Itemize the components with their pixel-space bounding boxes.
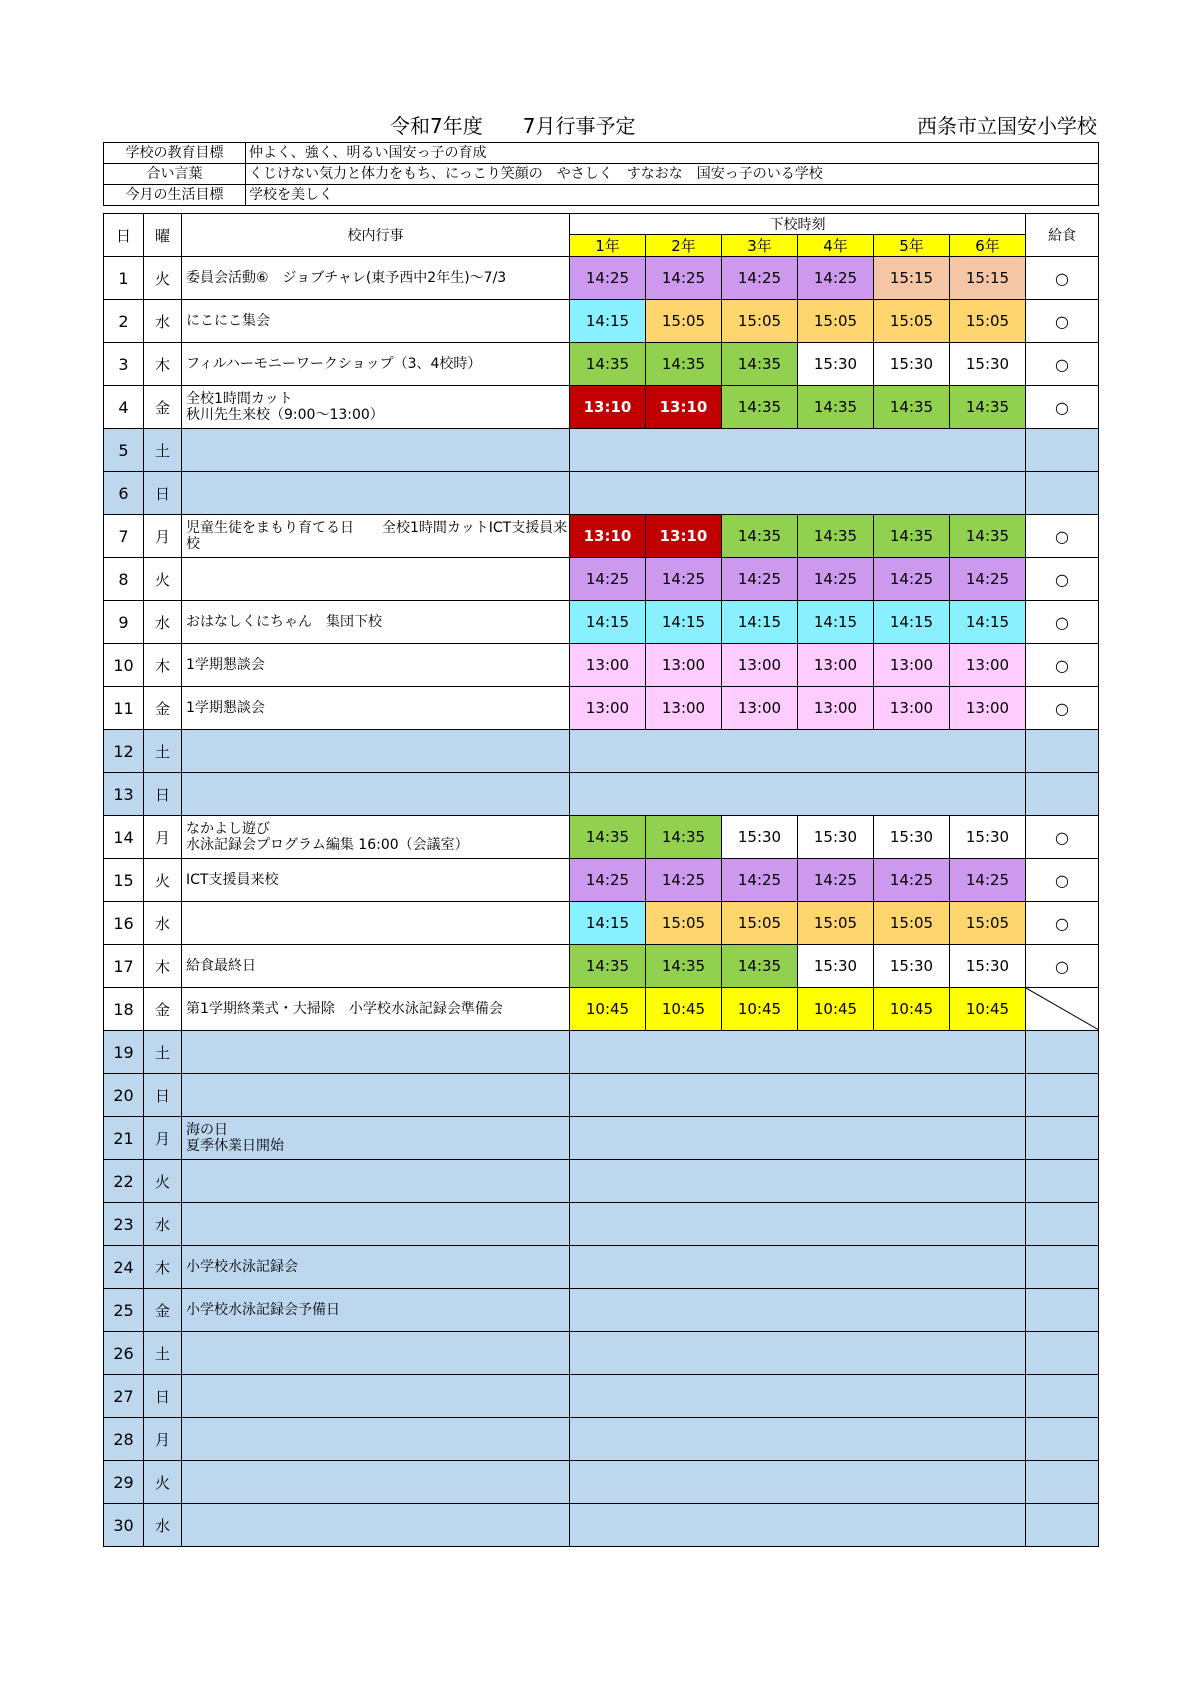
- weekday: 土: [144, 1332, 182, 1375]
- dismissal-time: 15:05: [950, 902, 1026, 945]
- event-cell: 第1学期終業式・大掃除 小学校水泳記録会準備会: [182, 988, 570, 1031]
- event-cell: 給食最終日: [182, 945, 570, 988]
- dismissal-blank: [570, 1461, 1026, 1504]
- dismissal-blank: [570, 1289, 1026, 1332]
- lunch-mark: ○: [1026, 515, 1099, 558]
- day-number: 20: [104, 1074, 144, 1117]
- event-cell: 委員会活動⑥ ジョブチャレ(東予西中2年生)～7/3: [182, 257, 570, 300]
- col-events-header: 校内行事: [182, 214, 570, 257]
- schedule-row: [104, 300, 1099, 343]
- weekday: 水: [144, 300, 182, 343]
- dismissal-time: 14:25: [570, 859, 646, 902]
- dismissal-time: 13:00: [646, 644, 722, 687]
- day-number: 9: [104, 601, 144, 644]
- day-number: 4: [104, 386, 144, 429]
- dismissal-time: 14:35: [798, 515, 874, 558]
- dismissal-time: 10:45: [722, 988, 798, 1031]
- weekday: 日: [144, 1375, 182, 1418]
- dismissal-time: 13:00: [950, 687, 1026, 730]
- event-cell: ICT支援員来校: [182, 859, 570, 902]
- schedule-row: [104, 730, 1099, 773]
- weekday: 月: [144, 515, 182, 558]
- lunch-blank: [1026, 1246, 1099, 1289]
- day-number: 1: [104, 257, 144, 300]
- info-row: [104, 185, 1099, 206]
- day-number: 17: [104, 945, 144, 988]
- day-number: 22: [104, 1160, 144, 1203]
- lunch-blank: [1026, 429, 1099, 472]
- lunch-mark: ○: [1026, 257, 1099, 300]
- page-title: 令和7年度 7月行事予定: [390, 114, 636, 138]
- schedule-row: [104, 1375, 1099, 1418]
- dismissal-time: 10:45: [646, 988, 722, 1031]
- col-lunch-header: 給食: [1026, 214, 1099, 257]
- info-label: 学校の教育目標: [104, 143, 246, 164]
- lunch-mark: ○: [1026, 343, 1099, 386]
- lunch-blank: [1026, 1031, 1099, 1074]
- dismissal-time: 13:10: [646, 386, 722, 429]
- dismissal-blank: [570, 472, 1026, 515]
- dismissal-time: 14:25: [950, 558, 1026, 601]
- dismissal-blank: [570, 773, 1026, 816]
- dismissal-time: 14:25: [646, 859, 722, 902]
- schedule-row: [104, 687, 1099, 730]
- schedule-row: [104, 945, 1099, 988]
- event-cell: [182, 1031, 570, 1074]
- dismissal-time: 15:05: [874, 902, 950, 945]
- schedule-row: [104, 1332, 1099, 1375]
- dismissal-time: 14:25: [722, 257, 798, 300]
- dismissal-time: 14:35: [874, 386, 950, 429]
- weekday: 日: [144, 472, 182, 515]
- weekday: 火: [144, 1461, 182, 1504]
- event-cell: [182, 902, 570, 945]
- weekday: 火: [144, 1160, 182, 1203]
- dismissal-time: 13:00: [646, 687, 722, 730]
- dismissal-blank: [570, 1504, 1026, 1547]
- schedule-row: [104, 343, 1099, 386]
- dismissal-time: 14:25: [570, 257, 646, 300]
- dismissal-blank: [570, 1117, 1026, 1160]
- weekday: 土: [144, 429, 182, 472]
- day-number: 10: [104, 644, 144, 687]
- school-name: 西条市立国安小学校: [917, 114, 1097, 138]
- info-value: 仲よく、強く、明るい国安っ子の育成: [246, 143, 1099, 164]
- event-cell: 小学校水泳記録会: [182, 1246, 570, 1289]
- lunch-mark: ○: [1026, 386, 1099, 429]
- dismissal-time: 14:25: [646, 558, 722, 601]
- lunch-blank: [1026, 1203, 1099, 1246]
- dismissal-blank: [570, 730, 1026, 773]
- dismissal-time: 15:30: [950, 816, 1026, 859]
- col-weekday-header: 曜: [144, 214, 182, 257]
- weekday: 月: [144, 816, 182, 859]
- dismissal-time: 14:25: [722, 558, 798, 601]
- schedule-row: [104, 472, 1099, 515]
- dismissal-time: 15:30: [722, 816, 798, 859]
- info-label: 合い言葉: [104, 164, 246, 185]
- lunch-blank: [1026, 1160, 1099, 1203]
- weekday: 日: [144, 773, 182, 816]
- lunch-blank: [1026, 1461, 1099, 1504]
- dismissal-time: 14:35: [570, 816, 646, 859]
- dismissal-time: 15:05: [646, 300, 722, 343]
- lunch-mark: ○: [1026, 601, 1099, 644]
- event-cell: [182, 1332, 570, 1375]
- weekday: 金: [144, 687, 182, 730]
- dismissal-time: 13:10: [570, 386, 646, 429]
- schedule-row: [104, 1074, 1099, 1117]
- lunch-blank: [1026, 730, 1099, 773]
- event-cell: 海の日 夏季休業日開始: [182, 1117, 570, 1160]
- schedule-row: [104, 515, 1099, 558]
- info-row: [104, 164, 1099, 185]
- dismissal-time: 15:05: [874, 300, 950, 343]
- dismissal-time: 15:30: [798, 816, 874, 859]
- dismissal-time: 15:05: [950, 300, 1026, 343]
- dismissal-time: 13:00: [950, 644, 1026, 687]
- weekday: 金: [144, 386, 182, 429]
- weekday: 木: [144, 945, 182, 988]
- dismissal-blank: [570, 1375, 1026, 1418]
- col-dismissal-header: 下校時刻: [570, 214, 1026, 235]
- event-cell: 1学期懇談会: [182, 644, 570, 687]
- weekday: 土: [144, 730, 182, 773]
- dismissal-blank: [570, 1031, 1026, 1074]
- dismissal-time: 14:25: [874, 558, 950, 601]
- event-cell: [182, 1461, 570, 1504]
- dismissal-time: 13:00: [798, 644, 874, 687]
- dismissal-time: 13:00: [722, 644, 798, 687]
- schedule-row: [104, 1160, 1099, 1203]
- lunch-blank: [1026, 1375, 1099, 1418]
- col-day-header: 日: [104, 214, 144, 257]
- schedule-row: [104, 429, 1099, 472]
- dismissal-time: 15:05: [722, 902, 798, 945]
- dismissal-time: 14:15: [646, 601, 722, 644]
- info-value: くじけない気力と体力をもち、にっこり笑顔の やさしく すなおな 国安っ子のいる学校: [246, 164, 1099, 185]
- dismissal-time: 14:35: [646, 945, 722, 988]
- event-cell: [182, 1074, 570, 1117]
- dismissal-time: 14:15: [570, 902, 646, 945]
- dismissal-blank: [570, 1246, 1026, 1289]
- dismissal-time: 14:15: [722, 601, 798, 644]
- event-cell: 全校1時間カット 秋川先生来校（9:00～13:00）: [182, 386, 570, 429]
- day-number: 16: [104, 902, 144, 945]
- event-cell: [182, 558, 570, 601]
- event-cell: なかよし遊び 水泳記録会プログラム編集 16:00（会議室）: [182, 816, 570, 859]
- schedule-table: [103, 213, 1099, 1547]
- dismissal-blank: [570, 1418, 1026, 1461]
- info-row: [104, 143, 1099, 164]
- lunch-mark: ○: [1026, 859, 1099, 902]
- dismissal-time: 14:35: [798, 386, 874, 429]
- info-value: 学校を美しく: [246, 185, 1099, 206]
- weekday: 水: [144, 601, 182, 644]
- lunch-blank: [1026, 1332, 1099, 1375]
- dismissal-time: 14:35: [570, 343, 646, 386]
- day-number: 25: [104, 1289, 144, 1332]
- dismissal-time: 14:35: [722, 515, 798, 558]
- schedule-row: [104, 1203, 1099, 1246]
- day-number: 7: [104, 515, 144, 558]
- day-number: 26: [104, 1332, 144, 1375]
- weekday: 月: [144, 1418, 182, 1461]
- dismissal-time: 15:05: [798, 300, 874, 343]
- day-number: 23: [104, 1203, 144, 1246]
- dismissal-time: 14:25: [798, 558, 874, 601]
- day-number: 14: [104, 816, 144, 859]
- dismissal-time: 15:05: [798, 902, 874, 945]
- dismissal-time: 13:00: [570, 644, 646, 687]
- grade-header: 2年: [646, 235, 722, 257]
- event-cell: [182, 1203, 570, 1246]
- dismissal-time: 14:35: [950, 386, 1026, 429]
- day-number: 13: [104, 773, 144, 816]
- dismissal-time: 15:30: [798, 945, 874, 988]
- title-row: [100, 110, 1097, 140]
- dismissal-blank: [570, 1203, 1026, 1246]
- no-lunch-cell: [1026, 988, 1099, 1031]
- schedule-row: [104, 988, 1099, 1031]
- dismissal-time: 13:00: [798, 687, 874, 730]
- day-number: 18: [104, 988, 144, 1031]
- event-cell: フィルハーモニーワークショップ（3、4校時）: [182, 343, 570, 386]
- dismissal-time: 15:30: [950, 343, 1026, 386]
- dismissal-time: 10:45: [950, 988, 1026, 1031]
- dismissal-time: 14:35: [874, 515, 950, 558]
- lunch-mark: ○: [1026, 816, 1099, 859]
- dismissal-time: 15:30: [874, 945, 950, 988]
- schedule-row: [104, 386, 1099, 429]
- weekday: 火: [144, 859, 182, 902]
- dismissal-time: 10:45: [874, 988, 950, 1031]
- day-number: 19: [104, 1031, 144, 1074]
- dismissal-time: 14:15: [950, 601, 1026, 644]
- dismissal-time: 10:45: [570, 988, 646, 1031]
- dismissal-time: 15:30: [874, 816, 950, 859]
- schedule-row: [104, 1031, 1099, 1074]
- lunch-blank: [1026, 773, 1099, 816]
- dismissal-time: 14:15: [570, 300, 646, 343]
- day-number: 27: [104, 1375, 144, 1418]
- lunch-mark: ○: [1026, 687, 1099, 730]
- dismissal-blank: [570, 1074, 1026, 1117]
- dismissal-time: 14:25: [646, 257, 722, 300]
- grade-header: 6年: [950, 235, 1026, 257]
- dismissal-time: 14:15: [874, 601, 950, 644]
- weekday: 日: [144, 1074, 182, 1117]
- dismissal-time: 15:15: [874, 257, 950, 300]
- lunch-blank: [1026, 472, 1099, 515]
- schedule-row: [104, 558, 1099, 601]
- schedule-row: [104, 773, 1099, 816]
- schedule-row: [104, 1117, 1099, 1160]
- schedule-row: [104, 816, 1099, 859]
- day-number: 28: [104, 1418, 144, 1461]
- dismissal-time: 14:25: [798, 859, 874, 902]
- day-number: 8: [104, 558, 144, 601]
- dismissal-time: 13:00: [570, 687, 646, 730]
- dismissal-time: 14:25: [570, 558, 646, 601]
- day-number: 3: [104, 343, 144, 386]
- dismissal-time: 14:25: [798, 257, 874, 300]
- weekday: 水: [144, 1504, 182, 1547]
- schedule-row: [104, 1246, 1099, 1289]
- event-cell: [182, 1504, 570, 1547]
- dismissal-time: 13:00: [874, 644, 950, 687]
- event-cell: [182, 472, 570, 515]
- school-info-table: [103, 142, 1099, 206]
- schedule-row: [104, 1461, 1099, 1504]
- event-cell: 1学期懇談会: [182, 687, 570, 730]
- weekday: 月: [144, 1117, 182, 1160]
- day-number: 5: [104, 429, 144, 472]
- dismissal-time: 15:05: [722, 300, 798, 343]
- dismissal-time: 14:35: [646, 343, 722, 386]
- lunch-mark: ○: [1026, 558, 1099, 601]
- event-cell: [182, 1160, 570, 1203]
- dismissal-time: 15:30: [874, 343, 950, 386]
- dismissal-time: 14:25: [874, 859, 950, 902]
- dismissal-time: 14:35: [570, 945, 646, 988]
- day-number: 6: [104, 472, 144, 515]
- weekday: 水: [144, 1203, 182, 1246]
- schedule-row: [104, 859, 1099, 902]
- dismissal-time: 15:30: [950, 945, 1026, 988]
- schedule-row: [104, 1504, 1099, 1547]
- dismissal-time: 13:00: [874, 687, 950, 730]
- dismissal-time: 14:15: [798, 601, 874, 644]
- dismissal-time: 14:25: [950, 859, 1026, 902]
- event-cell: おはなしくにちゃん 集団下校: [182, 601, 570, 644]
- lunch-mark: ○: [1026, 945, 1099, 988]
- event-cell: にこにこ集会: [182, 300, 570, 343]
- day-number: 2: [104, 300, 144, 343]
- event-cell: [182, 429, 570, 472]
- grade-header: 3年: [722, 235, 798, 257]
- weekday: 木: [144, 1246, 182, 1289]
- event-cell: [182, 1375, 570, 1418]
- lunch-blank: [1026, 1289, 1099, 1332]
- dismissal-time: 15:05: [646, 902, 722, 945]
- weekday: 水: [144, 902, 182, 945]
- grade-header: 1年: [570, 235, 646, 257]
- weekday: 火: [144, 257, 182, 300]
- dismissal-time: 15:15: [950, 257, 1026, 300]
- day-number: 29: [104, 1461, 144, 1504]
- dismissal-time: 14:35: [722, 386, 798, 429]
- dismissal-time: 10:45: [798, 988, 874, 1031]
- dismissal-time: 14:35: [950, 515, 1026, 558]
- lunch-mark: ○: [1026, 644, 1099, 687]
- event-cell: 児童生徒をまもり育てる日 全校1時間カットICT支援員来校: [182, 515, 570, 558]
- day-number: 30: [104, 1504, 144, 1547]
- day-number: 11: [104, 687, 144, 730]
- dismissal-time: 14:35: [722, 945, 798, 988]
- event-cell: [182, 730, 570, 773]
- weekday: 木: [144, 343, 182, 386]
- dismissal-time: 13:10: [570, 515, 646, 558]
- dismissal-time: 14:25: [722, 859, 798, 902]
- lunch-blank: [1026, 1504, 1099, 1547]
- grade-header: 5年: [874, 235, 950, 257]
- schedule-row: [104, 1289, 1099, 1332]
- weekday: 木: [144, 644, 182, 687]
- day-number: 15: [104, 859, 144, 902]
- lunch-blank: [1026, 1074, 1099, 1117]
- dismissal-time: 14:15: [570, 601, 646, 644]
- day-number: 21: [104, 1117, 144, 1160]
- weekday: 火: [144, 558, 182, 601]
- schedule-row: [104, 257, 1099, 300]
- dismissal-blank: [570, 1332, 1026, 1375]
- dismissal-time: 14:35: [722, 343, 798, 386]
- dismissal-time: 13:10: [646, 515, 722, 558]
- dismissal-time: 13:00: [722, 687, 798, 730]
- lunch-blank: [1026, 1117, 1099, 1160]
- weekday: 土: [144, 1031, 182, 1074]
- lunch-blank: [1026, 1418, 1099, 1461]
- event-cell: 小学校水泳記録会予備日: [182, 1289, 570, 1332]
- weekday: 金: [144, 988, 182, 1031]
- dismissal-time: 15:30: [798, 343, 874, 386]
- lunch-mark: ○: [1026, 902, 1099, 945]
- schedule-row: [104, 601, 1099, 644]
- event-cell: [182, 1418, 570, 1461]
- dismissal-blank: [570, 1160, 1026, 1203]
- no-lunch-diagonal: [1026, 988, 1099, 1030]
- weekday: 金: [144, 1289, 182, 1332]
- event-cell: [182, 773, 570, 816]
- dismissal-time: 14:35: [646, 816, 722, 859]
- day-number: 24: [104, 1246, 144, 1289]
- dismissal-blank: [570, 429, 1026, 472]
- day-number: 12: [104, 730, 144, 773]
- info-label: 今月の生活目標: [104, 185, 246, 206]
- lunch-mark: ○: [1026, 300, 1099, 343]
- schedule-row: [104, 902, 1099, 945]
- grade-header: 4年: [798, 235, 874, 257]
- schedule-row: [104, 1418, 1099, 1461]
- schedule-row: [104, 644, 1099, 687]
